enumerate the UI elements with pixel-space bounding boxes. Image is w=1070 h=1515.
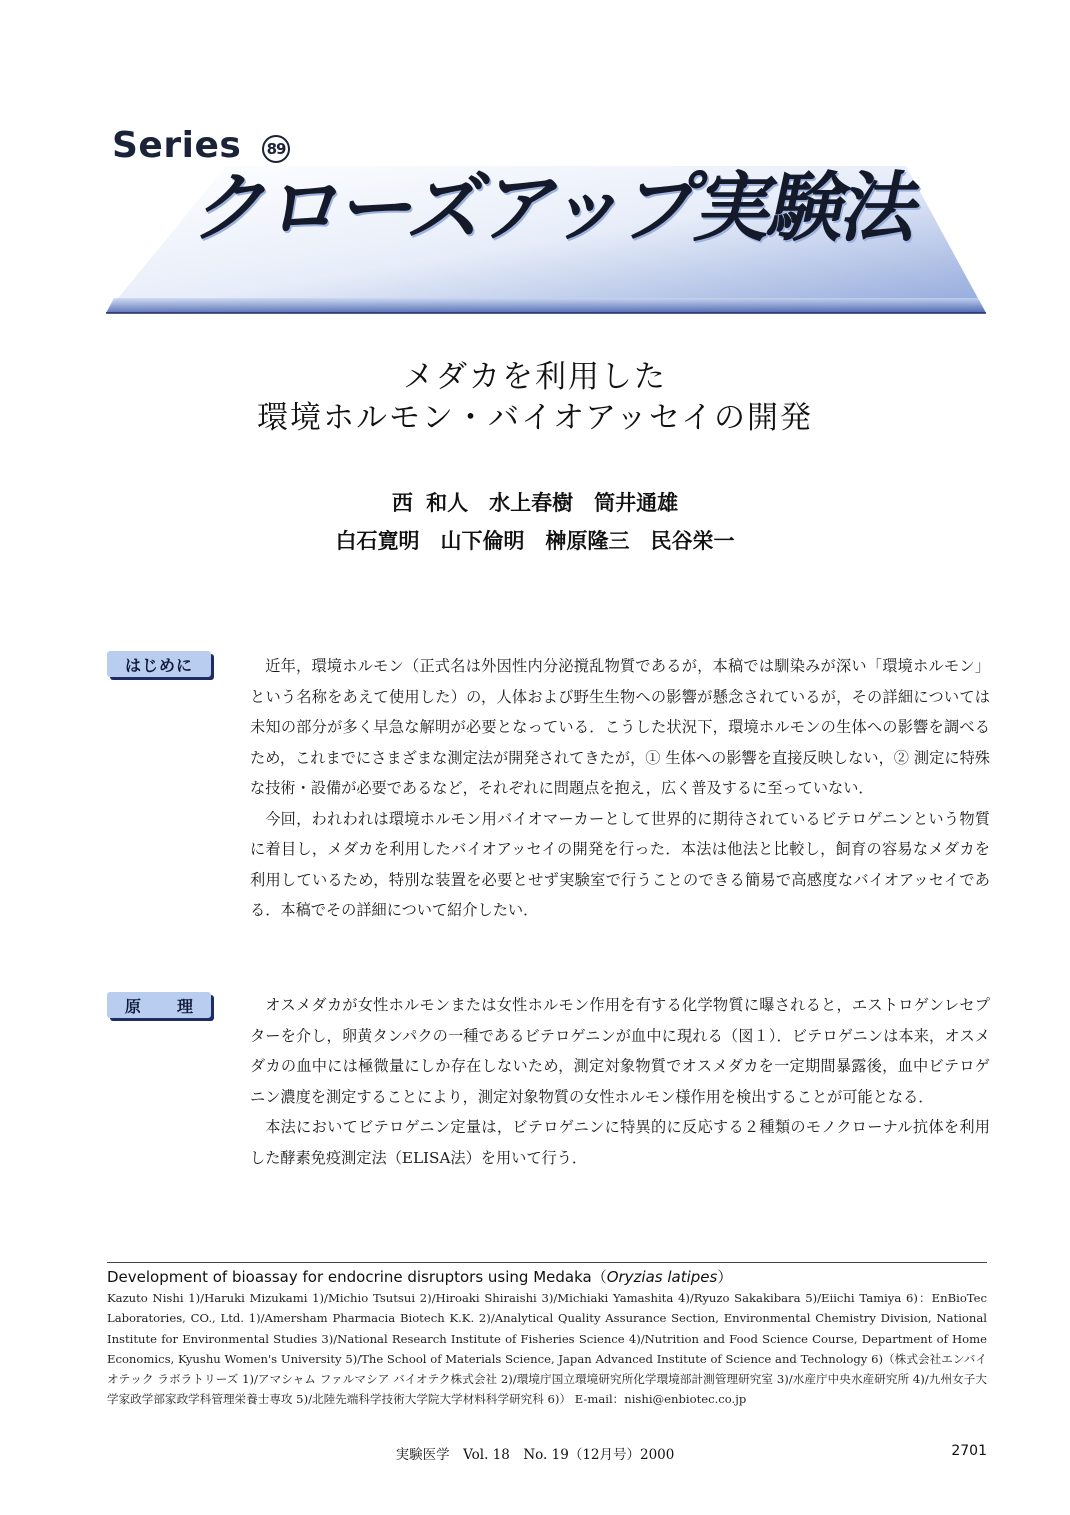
section-principle [250, 990, 990, 1173]
series-title: クローズアップ実験法 [186, 163, 927, 252]
article-title-line2: 環境ホルモン・バイオアッセイの開発 [256, 400, 814, 436]
journal-citation: 実験医学 Vol. 18 No. 19（12月号）2000 [395, 1447, 675, 1463]
section-label-principle: 原理 [107, 992, 211, 1018]
footer-rule [107, 1262, 987, 1263]
paragraph: 本法においてビテロゲニン定量は，ビテロゲニンに特異的に反応する２種類のモノクローナル抗体を利用した酵素免疫測定法（ELISA法）を用いて行う． [250, 1118, 990, 1167]
article-title-line1: メダカを利用した [403, 359, 667, 395]
paragraph: 近年，環境ホルモン（正式名は外因性内分泌撹乱物質であるが，本稿では馴染みが深い「環境ホルモン」という名称をあえて使用した）の，人体および野生生物への影響が懸念されているが，その詳細については未知の部分が多く早急な解明が必要となっている．こうした状況下，環境ホルモンの生体への影響を調べるため，これまでにさまざまな測定法が開発されてきたが，① 生体への影響を直接反映しない，② 測定に特殊な技術・設備が必要であるなど，それぞれに問題点を抱え，広く普及するに至っていない． [250, 657, 991, 797]
page-number: 2701 [951, 1443, 987, 1459]
section-label-introduction: はじめに [107, 651, 211, 677]
series-number-badge: 89 [262, 135, 290, 163]
section-introduction [250, 651, 990, 926]
author-affiliations: Kazuto Nishi 1)/Haruki Mizukami 1)/Michio Tsutsui 2)/Hiroaki Shiraishi 3)/Michiaki Yamashita 4)/Ryuzo Sakakibara 5)/Eiichi Tamiya 6)：EnBioTec Laboratories, CO., Ltd. 1)/Amersham Pharmacia Biotech K.K. 2)/Analytical Quality Assurance Section, Environmental Chemistry Division, National Institute for Environmental Studies 3)/National Research Institute of Fisheries Science 4)/Nutrition and Food Science Course, Department of Home Economics, Kyushu Women's University 5)/The School of Materials Science, Japan Advanced Institute of Science and Technology 6)（株式会社エンバイオテック ラボラトリーズ 1)/アマシャム ファルマシア バイオテク株式会社 2)/環境庁国立環境研究所化学環境部計測管理研究室 3)/水産庁中央水産研究所 4)/九州女子大学家政学部家政学科管理栄養士専攻 5)/北陸先端科学技術大学院大学材料科学研究科 6)） E-mail：nishi@enbiotec.co.jp [107, 1291, 987, 1407]
authors-line2: 白石寛明 山下倫明 榊原隆三 民谷栄一 [335, 529, 735, 553]
english-title: Development of bioassay for endocrine disruptors using Medaka（Oryzias latipes） [107, 1268, 733, 1286]
paragraph: 今回，われわれは環境ホルモン用バイオマーカーとして世界的に期待されているビテロゲニンという物質に着目し，メダカを利用したバイオアッセイの開発を行った．本法は他法と比較し，飼育の容易なメダカを利用しているため，特別な装置を必要とせず実験室で行うことのできる簡易で高感度なバイオアッセイである．本稿でその詳細について紹介したい． [250, 809, 990, 919]
species-name: Oryzias latipes [606, 1268, 718, 1286]
series-label: Series [112, 125, 242, 166]
paragraph: オスメダカが女性ホルモンまたは女性ホルモン作用を有する化学物質に曝されると，エストロゲンレセプターを介し，卵黄タンパクの一種であるビテロゲニンが血中に現れる（図１）．ビテロゲニンは本来，オスメダカの血中には極微量にしか存在しないため，測定対象物質でオスメダカを一定期間暴露後，血中ビテロゲニン濃度を測定することにより，測定対象物質の女性ホルモン様作用を検出することが可能となる． [250, 996, 990, 1106]
authors-line1: 西 和人 水上春樹 筒井通雄 [391, 491, 679, 515]
